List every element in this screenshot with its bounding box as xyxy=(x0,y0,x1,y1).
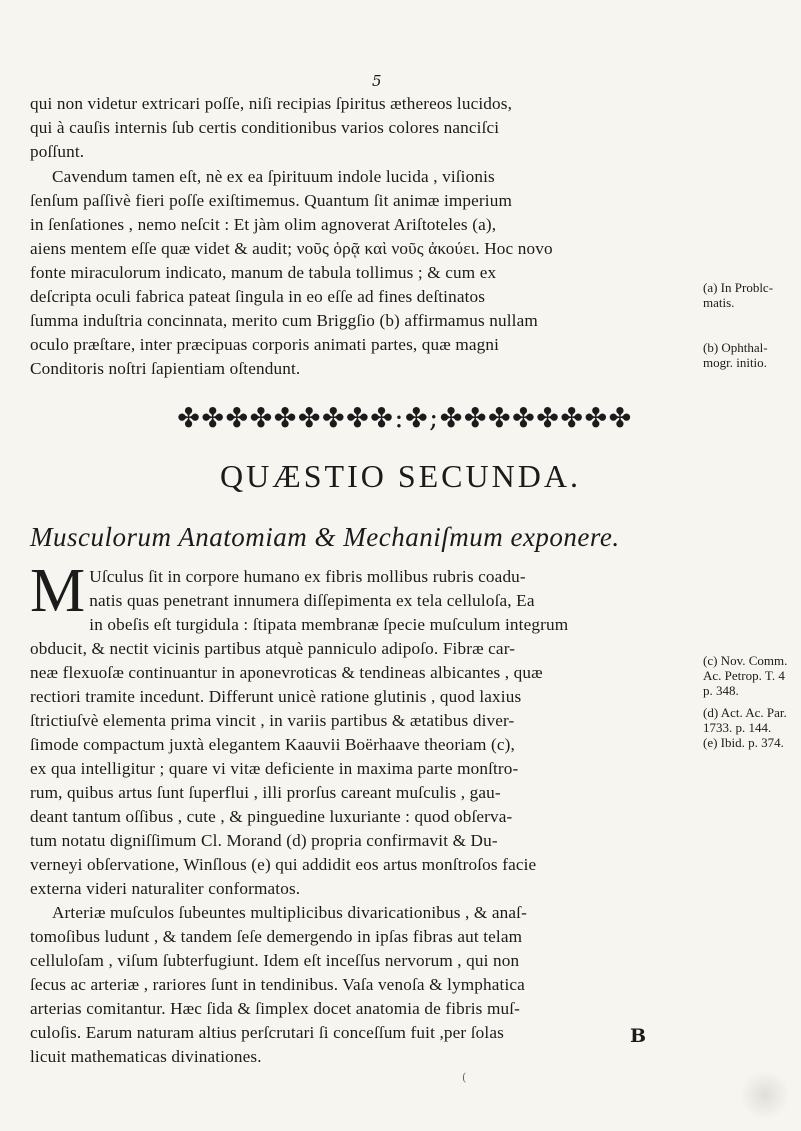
text-line: poſſunt. xyxy=(30,142,85,161)
catchword: B xyxy=(630,1025,647,1047)
foot-mark: ( xyxy=(462,1071,467,1084)
text-line: ſumma induſtria concinnata, merito cum Briggſio (b) affirmamus nullam xyxy=(30,311,538,330)
text-line: neæ flexuoſæ continuantur in aponevroticas & tendineas albicantes , quæ xyxy=(30,663,543,682)
text-line: deant tantum oſſibus , cute , & pinguedine luxuriante : quod obſerva- xyxy=(30,807,513,826)
margin-note-line: 1733. p. 144. xyxy=(703,720,772,735)
section-subtitle: Musculorum Anatomiam & Mechaniſmum exponere. xyxy=(30,522,620,552)
paper-stain xyxy=(740,1070,790,1120)
text-line: rectiori tramite incedunt. Differunt unicè ratione glutinis , quod laxius xyxy=(30,687,522,706)
margin-note-line: mogr. initio. xyxy=(703,355,767,370)
text-line: ſenſum paſſivè fieri poſſe exiſtimemus. Quantum ſit animæ imperium xyxy=(30,191,512,210)
margin-note-line: (e) Ibid. p. 374. xyxy=(703,735,784,750)
margin-note-c xyxy=(703,653,798,698)
margin-note-line: (d) Act. Ac. Par. xyxy=(703,705,787,720)
text-line: externa videri naturaliter conformatos. xyxy=(30,879,301,898)
text-line: deſcripta oculi fabrica pateat ſingula in eo eſſe ad fines deſtinatos xyxy=(30,287,486,306)
text-line: Conditoris noſtri ſapientiam oſtendunt. xyxy=(30,359,301,378)
drop-cap: M xyxy=(30,557,86,625)
text-line: Cavendum tamen eſt, nè ex ea ſpirituum indole lucida , viſionis xyxy=(52,167,495,186)
text-line: oculo præſtare, inter præcipuas corporis animati partes, quæ magni xyxy=(30,335,500,354)
text-line: ſtrictiuſvè elementa prima vincit , in variis partibus & ætatibus diver- xyxy=(30,711,515,730)
text-line: Uſculus ſit in corpore humano ex fibris mollibus rubris coadu- xyxy=(89,567,526,586)
text-line: natis quas penetrant innumera diſſepimenta ex tela celluloſa, Ea xyxy=(89,591,535,610)
text-line: celluloſam , viſum ſubterfugiunt. Idem eſt inceſſus nervorum , qui non xyxy=(30,951,520,970)
margin-note-a xyxy=(703,280,798,310)
text-line: tum notatu digniſſimum Cl. Morand (d) propria confirmavit & Du- xyxy=(30,831,498,850)
text-line: fonte miraculorum indicato, manum de tabula tollimus ; & cum ex xyxy=(30,263,497,282)
text-line: culoſis. Earum naturam altius perſcrutari ſi conceſſum fuit ,per ſolas xyxy=(30,1023,504,1042)
text-line: aiens mentem eſſe quæ videt & audit; νοῦς ὁρᾷ καὶ νοῦς ἀκούει. Hoc novo xyxy=(30,239,553,258)
text-line: obducit, & nectit vicinis partibus atquè panniculo adipoſo. Fibræ car- xyxy=(30,639,516,658)
margin-note-line: (c) Nov. Comm. xyxy=(703,653,788,668)
text-line: licuit mathematicas divinationes. xyxy=(30,1047,262,1066)
margin-note-line: Ac. Petrop. T. 4 xyxy=(703,668,785,683)
text-line: ſimode compactum juxtà elegantem Kaauvii Boërhaave theoriam (c), xyxy=(30,735,515,754)
text-line: ſecus ac arteriæ , rariores ſunt in tendinibus. Vaſa venoſa & lymphatica xyxy=(30,975,525,994)
paragraph-continuation xyxy=(30,92,690,164)
margin-note-line: (a) In Problc- xyxy=(703,280,774,295)
paragraph-vision xyxy=(30,165,690,381)
margin-note-line: (b) Ophthal- xyxy=(703,340,768,355)
margin-note-d xyxy=(703,705,798,735)
margin-note-e xyxy=(703,735,798,750)
text-line: arterias comitantur. Hæc ſida & ſimplex docet anatomia de fibris muſ- xyxy=(30,999,521,1018)
text-line: qui à cauſis internis ſub certis conditionibus varios colores nanciſci xyxy=(30,118,500,137)
fleuron-divider: ✤✤✤✤✤✤✤✤✤:✤;✤✤✤✤✤✤✤✤ xyxy=(177,403,633,434)
text-line: ex qua intelligitur ; quare vi vitæ deficiente in maxima parte monſtro- xyxy=(30,759,519,778)
text-line: Arteriæ muſculos ſubeuntes multiplicibus divaricationibus , & anaſ- xyxy=(52,903,527,922)
text-line: rum, quibus artus ſunt ſuperflui , illi prorſus careant muſculis , gau- xyxy=(30,783,501,802)
text-line: verneyi obſervatione, Winſlous (e) qui addidit eos artus monſtroſos facie xyxy=(30,855,537,874)
margin-note-b xyxy=(703,340,798,370)
text-line: in ſenſationes , nemo neſcit : Et jàm olim agnoverat Ariſtoteles (a), xyxy=(30,215,497,234)
text-line: qui non videtur extricari poſſe, niſi recipias ſpiritus æthereos lucidos, xyxy=(30,94,513,113)
margin-note-line: matis. xyxy=(703,295,735,310)
margin-note-line: p. 348. xyxy=(703,683,739,698)
section-title: QUÆSTIO SECUNDA. xyxy=(220,458,581,494)
text-line: tomoſibus ludunt , & tandem ſeſe demergendo in ipſas fibras aut telam xyxy=(30,927,523,946)
text-line: in obeſis eſt turgidula : ſtipata membranæ ſpecie muſculum integrum xyxy=(89,615,569,634)
page-number: 5 xyxy=(372,72,382,90)
paragraph-muscles xyxy=(30,557,690,1069)
